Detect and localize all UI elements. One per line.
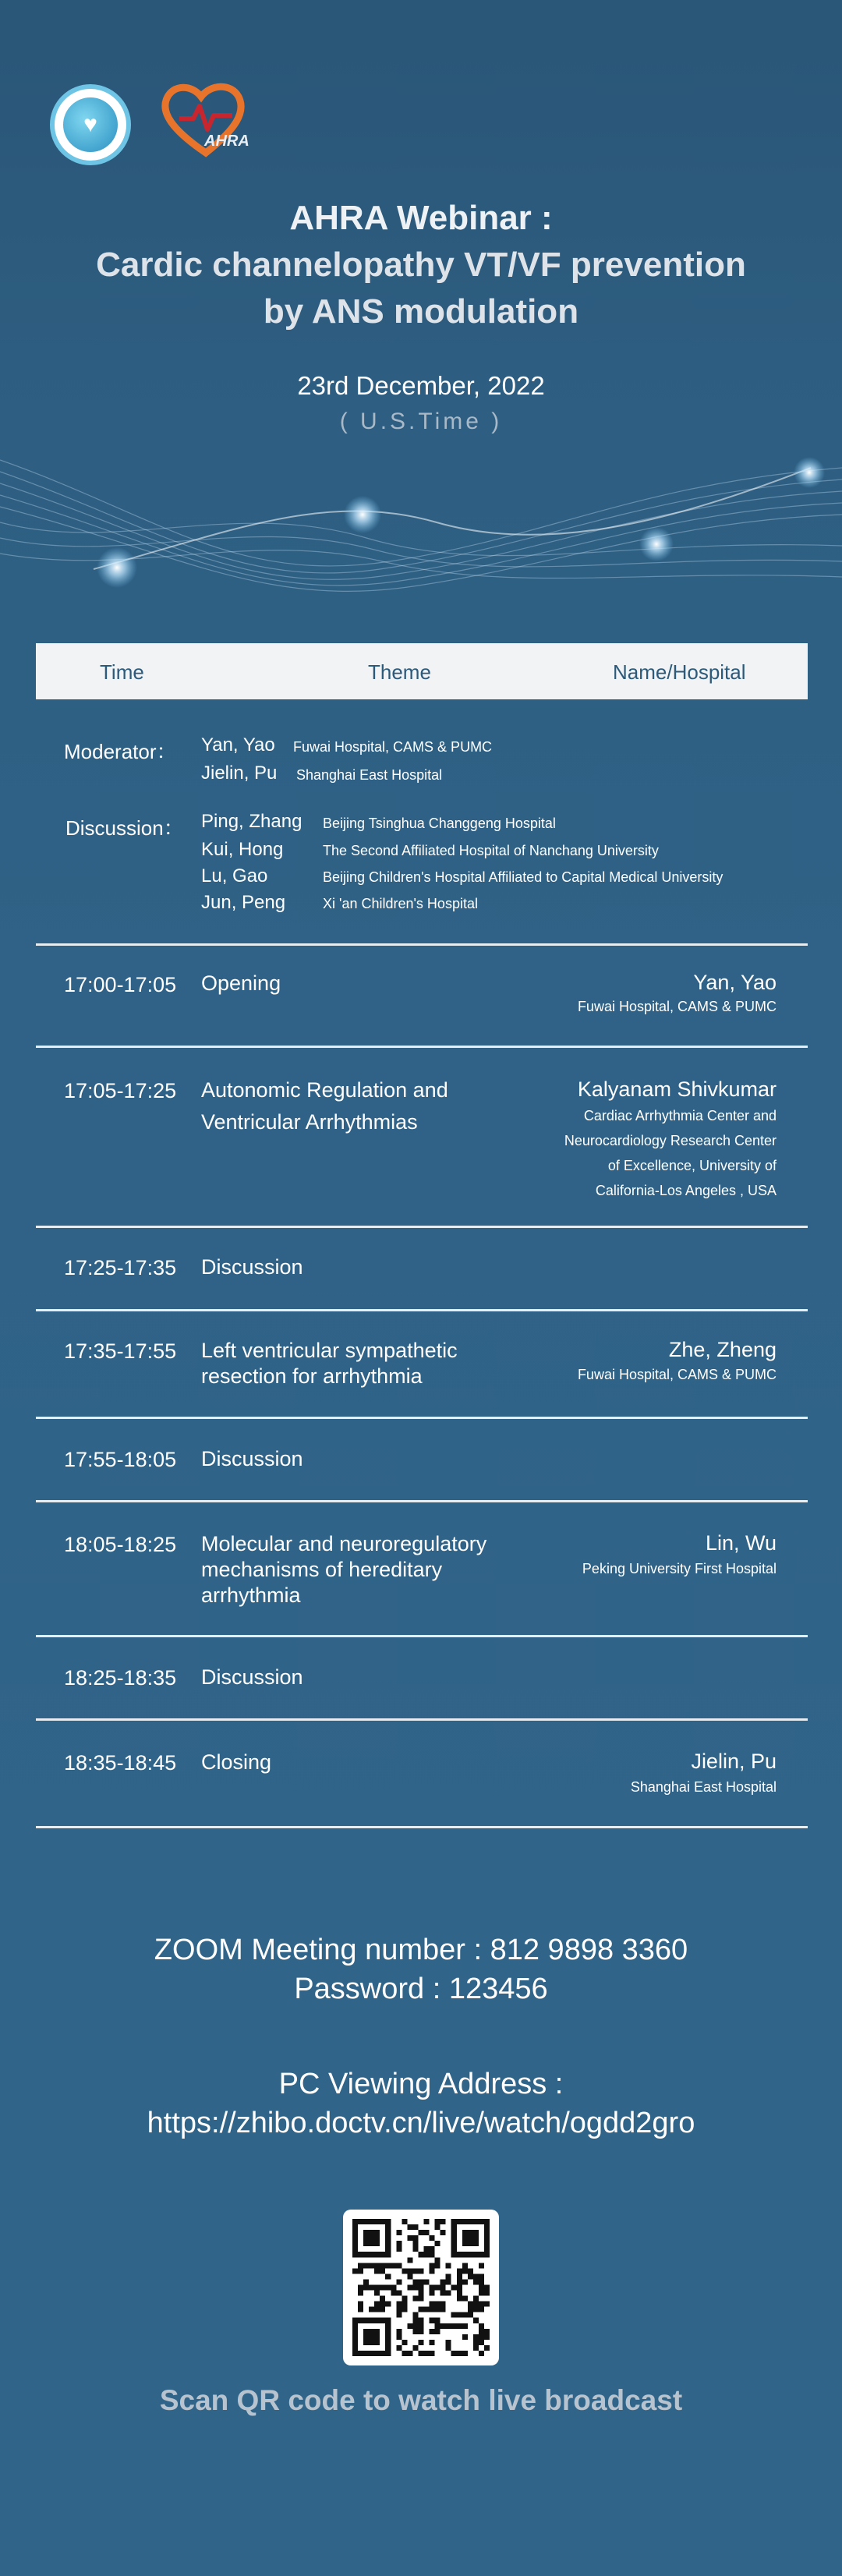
decorative-waves (0, 437, 842, 639)
row-theme: Molecular and neuroregulatory (201, 1532, 487, 1555)
moderator-hospital: Shanghai East Hospital (296, 767, 443, 783)
row-hospital: California-Los Angeles , USA (595, 1183, 777, 1198)
row-divider (36, 1718, 808, 1721)
row-theme: Discussion (201, 1447, 303, 1470)
row-theme: Autonomic Regulation and (201, 1078, 448, 1102)
discussion-label: Discussion： (65, 816, 184, 840)
row-time: 17:00-17:05 (64, 973, 177, 996)
panelist-hospital: Beijing Tsinghua Changgeng Hospital (323, 816, 556, 831)
column-header-time: Time (100, 660, 144, 684)
row-speaker: Zhe, Zheng (668, 1338, 777, 1361)
row-theme: Discussion (201, 1255, 303, 1279)
row-time: 17:55-18:05 (64, 1448, 177, 1471)
title-line: AHRA Webinar : (289, 199, 553, 237)
row-time: 17:05-17:25 (64, 1079, 177, 1102)
row-time: 18:25-18:35 (64, 1666, 177, 1690)
row-theme: Opening (201, 971, 281, 995)
moderator-name: Jielin, Pu (201, 763, 278, 784)
row-divider (36, 1309, 808, 1311)
row-hospital: Neurocardiology Research Center (564, 1133, 777, 1148)
row-time: 17:35-17:55 (64, 1339, 177, 1363)
row-divider (36, 1826, 808, 1828)
heart-pulse-icon: ♥ (63, 97, 118, 152)
timezone-note: ( U.S.Time ) (339, 409, 503, 434)
row-speaker: Kalyanam Shivkumar (577, 1077, 777, 1101)
row-hospital: Cardiac Arrhythmia Center and (583, 1108, 777, 1123)
row-speaker: Lin, Wu (705, 1531, 777, 1555)
panelist-name: Ping, Zhang (201, 811, 302, 832)
row-theme: Discussion (201, 1665, 303, 1689)
panelist-name: Lu, Gao (201, 865, 268, 886)
row-speaker: Jielin, Pu (691, 1750, 777, 1773)
title-line: by ANS modulation (263, 292, 579, 331)
ahra-logo-text: AHRA (204, 133, 249, 150)
moderator-hospital: Fuwai Hospital, CAMS & PUMC (293, 739, 493, 755)
schedule-table-header (36, 643, 808, 699)
row-theme: Closing (201, 1750, 272, 1774)
row-speaker: Yan, Yao (693, 971, 777, 994)
row-theme: arrhythmia (201, 1583, 301, 1607)
webinar-title (0, 195, 842, 335)
zoom-password: Password : 123456 (294, 1973, 548, 2005)
panelist-name: Kui, Hong (201, 839, 284, 860)
row-time: 18:35-18:45 (64, 1751, 177, 1775)
ahra-logo (156, 81, 256, 159)
row-time: 18:05-18:25 (64, 1533, 177, 1556)
row-theme: Left ventricular sympathetic (201, 1339, 458, 1362)
panelist-hospital: The Second Affiliated Hospital of Nanchang University (323, 843, 659, 858)
row-hospital: Fuwai Hospital, CAMS & PUMC (577, 1367, 777, 1382)
row-divider (36, 1226, 808, 1228)
row-time: 17:25-17:35 (64, 1256, 177, 1279)
column-header-name: Name/Hospital (613, 660, 746, 684)
moderator-name: Yan, Yao (201, 734, 275, 755)
row-divider (36, 1046, 808, 1048)
pc-viewing-label: PC Viewing Address : (278, 2068, 564, 2100)
moderator-label: Moderator： (64, 740, 177, 763)
association-logo (50, 84, 131, 165)
title-line: Cardic channelopathy VT/VF prevention (96, 246, 746, 284)
scan-qr-instruction: Scan QR code to watch live broadcast (159, 2384, 683, 2416)
column-header-theme: Theme (368, 660, 431, 684)
panelist-hospital: Xi 'an Children's Hospital (323, 896, 478, 911)
row-divider (36, 943, 808, 946)
row-divider (36, 1635, 808, 1637)
pc-viewing-url[interactable]: https://zhibo.doctv.cn/live/watch/ogdd2gro (147, 2107, 695, 2139)
qr-code (343, 2210, 499, 2365)
row-hospital: of Excellence, University of (607, 1158, 777, 1173)
row-hospital: Fuwai Hospital, CAMS & PUMC (577, 999, 777, 1014)
row-theme: mechanisms of hereditary (201, 1558, 443, 1581)
row-divider (36, 1417, 808, 1419)
row-hospital: Shanghai East Hospital (630, 1779, 777, 1795)
row-theme: resection for arrhythmia (201, 1364, 423, 1388)
panelist-name: Jun, Peng (201, 892, 286, 913)
panelist-hospital: Beijing Children's Hospital Affiliated to Capital Medical University (323, 869, 723, 885)
row-theme: Ventricular Arrhythmias (201, 1110, 418, 1134)
event-date: 23rd December, 2022 (297, 371, 545, 400)
row-divider (36, 1500, 808, 1502)
row-hospital: Peking University First Hospital (582, 1561, 777, 1576)
zoom-meeting-number: ZOOM Meeting number : 812 9898 3360 (154, 1934, 688, 1966)
